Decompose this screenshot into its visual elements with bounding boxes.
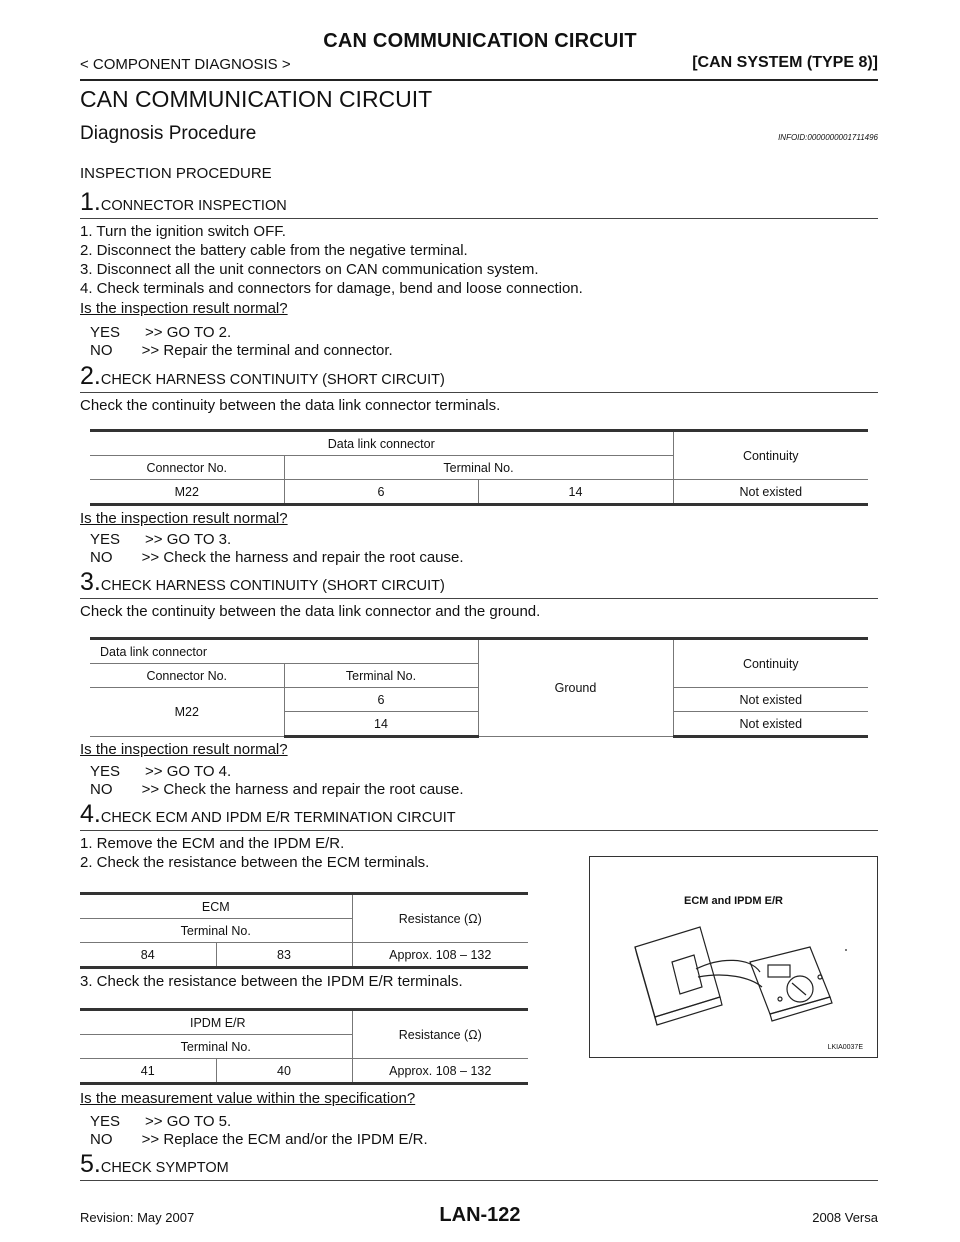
step-title: CHECK SYMPTOM: [100, 1160, 229, 1176]
figure-code: LKIA0037E: [827, 1044, 863, 1051]
table-header: Data link connector: [90, 431, 673, 456]
data-link-continuity-table: [90, 429, 868, 506]
step-number: 2.: [80, 362, 101, 390]
step-title: CHECK ECM AND IPDM E/R TERMINATION CIRCUIT: [100, 810, 456, 826]
table-cell: 41: [80, 1059, 216, 1084]
table-cell: Not existed: [673, 712, 868, 737]
table-header: Connector No.: [90, 664, 284, 688]
table-cell: Not existed: [673, 688, 868, 712]
yes-line: YES >> GO TO 5.: [90, 1113, 232, 1130]
table-cell: 83: [216, 943, 352, 968]
table-header: Terminal No.: [284, 456, 673, 480]
step-title: CHECK HARNESS CONTINUITY (SHORT CIRCUIT): [100, 578, 445, 594]
table-header: Terminal No.: [80, 1035, 352, 1059]
inspection-heading: INSPECTION PROCEDURE: [80, 165, 272, 182]
step-number: 5.: [80, 1150, 101, 1178]
instruction-line: 2. Disconnect the battery cable from the negative terminal.: [80, 242, 468, 259]
question-text: Is the inspection result normal?: [80, 510, 288, 527]
table-header: Continuity: [673, 639, 868, 688]
table-cell: 40: [216, 1059, 352, 1084]
instruction-line: Check the continuity between the data link connector terminals.: [80, 397, 501, 414]
question-text: Is the inspection result normal?: [80, 741, 288, 758]
instruction-line: 1. Remove the ECM and the IPDM E/R.: [80, 835, 345, 852]
step-title: CONNECTOR INSPECTION: [100, 198, 287, 214]
info-id: INFOID:0000000001711496: [778, 133, 878, 142]
yes-line: YES >> GO TO 2.: [90, 324, 232, 341]
table-cell: 14: [478, 480, 673, 505]
ipdm-resistance-table: [80, 1008, 528, 1085]
table-header: Resistance (Ω): [352, 1010, 528, 1059]
header-rule: [80, 79, 878, 81]
table-header: ECM: [80, 894, 352, 919]
table-cell: 14: [284, 712, 478, 737]
no-line: NO >> Repair the terminal and connector.: [90, 342, 393, 359]
step-3-heading: [80, 568, 445, 597]
table-header: IPDM E/R: [80, 1010, 352, 1035]
step-number: 4.: [80, 800, 101, 828]
section-title: CAN COMMUNICATION CIRCUIT: [80, 86, 433, 112]
step-rule: [80, 598, 878, 599]
step-1-heading: [80, 188, 287, 217]
step-rule: [80, 830, 878, 831]
step-2-heading: [80, 362, 445, 391]
running-title: CAN COMMUNICATION CIRCUIT: [323, 30, 637, 52]
step-rule: [80, 1180, 878, 1181]
ground-continuity-table: [90, 637, 868, 738]
table-header: Terminal No.: [80, 919, 352, 943]
step-rule: [80, 392, 878, 393]
instruction-line: 3. Disconnect all the unit connectors on CAN communication system.: [80, 261, 539, 278]
table-cell: M22: [90, 480, 284, 505]
page-number: LAN-122: [439, 1204, 521, 1226]
step-5-heading: [80, 1150, 229, 1179]
yes-line: YES >> GO TO 4.: [90, 763, 232, 780]
figure-caption: ECM and IPDM E/R: [683, 895, 783, 907]
instruction-line: 1. Turn the ignition switch OFF.: [80, 223, 286, 240]
instruction-line: Check the continuity between the data link connector and the ground.: [80, 603, 541, 620]
table-cell: Approx. 108 – 132: [352, 1059, 528, 1084]
step-number: 3.: [80, 568, 101, 596]
table-header: Continuity: [673, 431, 868, 480]
multimeter-drawing: [610, 917, 860, 1037]
yes-line: YES >> GO TO 3.: [90, 531, 232, 548]
table-header: Connector No.: [90, 456, 284, 480]
table-header: Data link connector: [90, 639, 478, 664]
step-4-body: [80, 834, 429, 872]
instruction-line: 4. Check terminals and connectors for damage, bend and loose connection.: [80, 280, 583, 297]
step-title: CHECK HARNESS CONTINUITY (SHORT CIRCUIT): [100, 372, 445, 388]
table-cell: Approx. 108 – 132: [352, 943, 528, 968]
instruction-line: 3. Check the resistance between the IPDM E/R terminals.: [80, 973, 463, 990]
table-cell: 84: [80, 943, 216, 968]
step-1-body: [80, 222, 583, 298]
table-cell: 6: [284, 480, 478, 505]
revision-date: Revision: May 2007: [80, 1210, 195, 1225]
step-rule: [80, 218, 878, 219]
table-header: Ground: [478, 639, 673, 737]
instruction-line: 2. Check the resistance between the ECM terminals.: [80, 854, 430, 871]
no-line: NO >> Check the harness and repair the root cause.: [90, 549, 464, 566]
ecm-resistance-table: [80, 892, 528, 969]
subsection-title: Diagnosis Procedure: [80, 123, 257, 144]
no-line: NO >> Replace the ECM and/or the IPDM E/R.: [90, 1131, 428, 1148]
step-4-heading: [80, 800, 456, 829]
table-cell: 6: [284, 688, 478, 712]
system-label: [CAN SYSTEM (TYPE 8)]: [692, 54, 878, 71]
table-cell: Not existed: [673, 480, 868, 505]
table-header: Resistance (Ω): [352, 894, 528, 943]
question-text: Is the inspection result normal?: [80, 300, 288, 317]
table-cell: M22: [90, 688, 284, 737]
no-line: NO >> Check the harness and repair the root cause.: [90, 781, 464, 798]
ecm-ipdm-illustration: [589, 856, 878, 1058]
table-header: Terminal No.: [284, 664, 478, 688]
question-text: Is the measurement value within the specification?: [80, 1090, 416, 1107]
step-number: 1.: [80, 188, 101, 216]
model-year: 2008 Versa: [812, 1210, 878, 1225]
breadcrumb: < COMPONENT DIAGNOSIS >: [80, 56, 291, 73]
